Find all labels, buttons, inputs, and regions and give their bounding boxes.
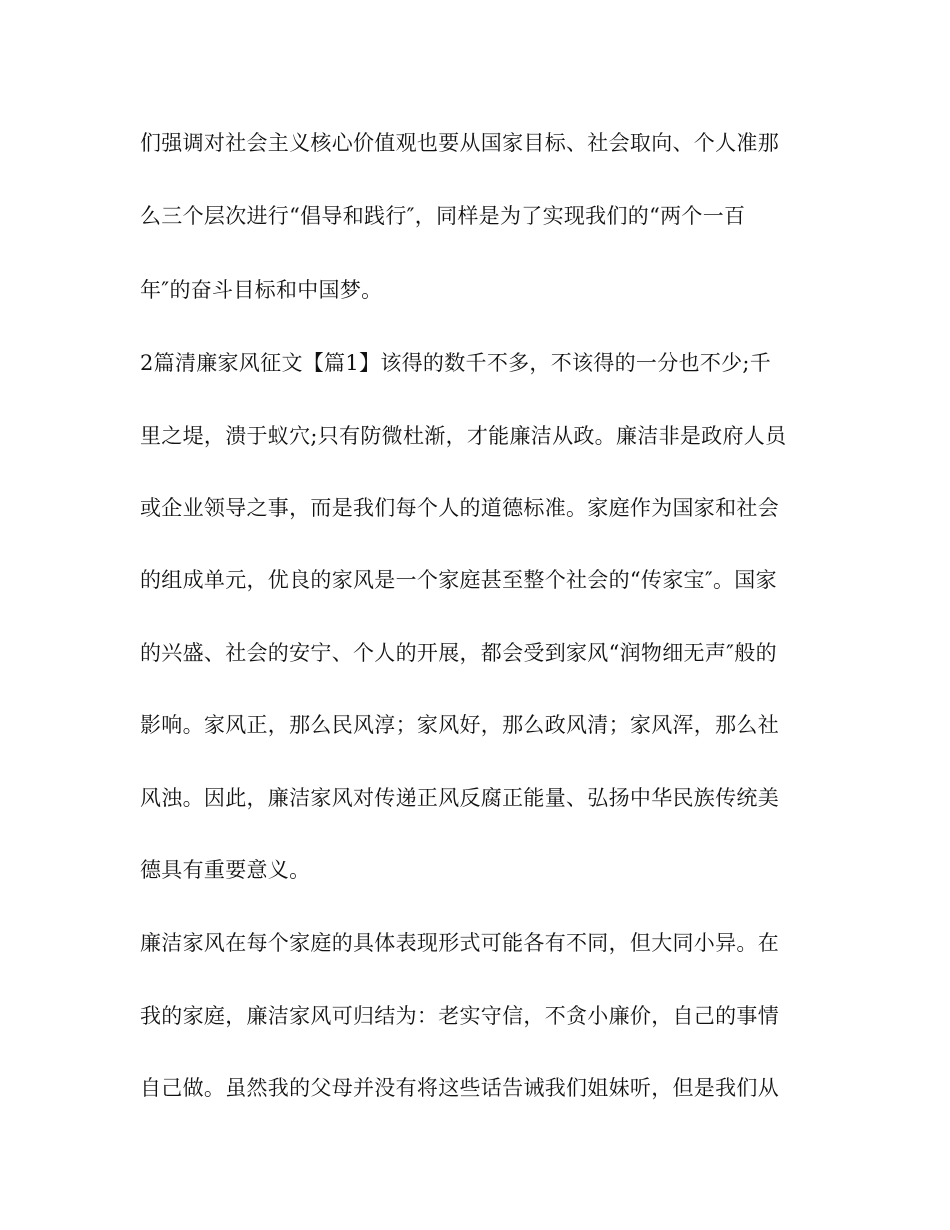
text-line: 们强调对社会主义核心价值观也要从国家目标、社会取向、个人准那 <box>140 131 779 155</box>
text-line: 自己做。虽然我的父母并没有将这些话告诫我们姐妹听，但是我们从 <box>140 1076 779 1100</box>
text-line: 我的家庭，廉洁家风可归结为：老实守信，不贪小廉价，自己的事情 <box>140 1004 779 1028</box>
text-line: 的兴盛、社会的安宁、个人的开展，都会受到家风“润物细无声″般的 <box>140 641 777 665</box>
text-line: 或企业领导之事，而是我们每个人的道德标准。家庭作为国家和社会 <box>140 496 779 520</box>
text-line: 风浊。因此，廉洁家风对传递正风反腐正能量、弘扬中华民族传统美 <box>140 786 779 810</box>
text-line: 廉洁家风在每个家庭的具体表现形式可能各有不同，但大同小异。在 <box>140 931 779 955</box>
text-line: 里之堤，溃于蚁穴;只有防微杜渐，才能廉洁从政。廉洁非是政府人员 <box>140 424 787 448</box>
text-line: 么三个层次进行“倡导和践行″，同样是为了实现我们的“两个一百 <box>140 204 746 228</box>
text-line: 影响。家风正，那么民风淳；家风好，那么政风清；家风浑，那么社 <box>140 713 779 737</box>
text-line: 2篇清廉家风征文【篇1】该得的数千不多，不该得的一分也不少;千 <box>140 351 772 375</box>
text-line: 德具有重要意义。 <box>140 858 311 882</box>
text-line: 年″的奋斗目标和中国梦。 <box>140 278 383 302</box>
text-line: 的组成单元，优良的家风是一个家庭甚至整个社会的“传家宝″。国家 <box>140 568 777 592</box>
